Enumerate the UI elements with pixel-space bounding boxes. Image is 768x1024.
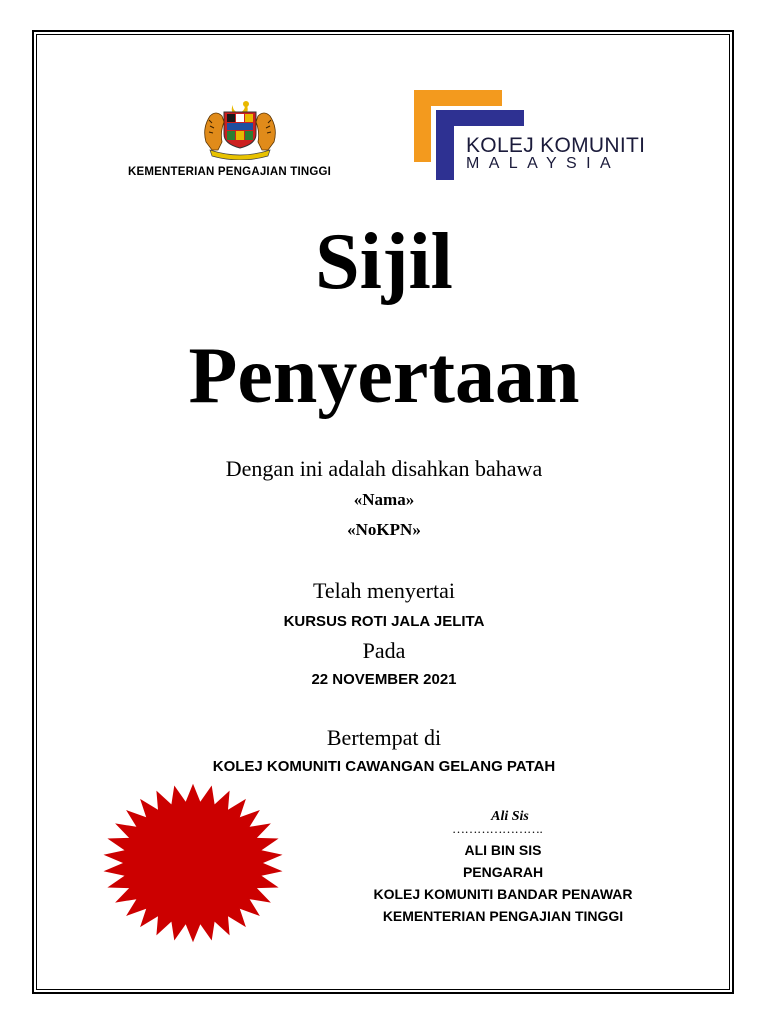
college-logo-line1: KOLEJ KOMUNITI — [466, 134, 646, 157]
on-text: Pada — [362, 638, 406, 663]
venue-name: KOLEJ KOMUNITI CAWANGAN GELANG PATAH — [212, 758, 556, 775]
certificate-title-line1: Sijil — [315, 218, 453, 306]
certificate-title-line2: Penyertaan — [188, 332, 580, 420]
event-date: 22 NOVEMBER 2021 — [311, 671, 457, 688]
college-logo-line2: MALAYSIA — [466, 155, 621, 172]
signatory-name: ALI BIN SIS — [464, 842, 542, 858]
course-name: KURSUS ROTI JALA JELITA — [283, 613, 485, 630]
ministry-label: KEMENTERIAN PENGAJIAN TINGGI — [128, 166, 332, 178]
name-field: «Nama» — [353, 490, 415, 509]
signatory-ministry: KEMENTERIAN PENGAJIAN TINGGI — [382, 908, 624, 924]
red-starburst-seal-icon — [100, 780, 286, 946]
ic-number-field: «NoKPN» — [347, 520, 421, 539]
certify-text: Dengan ini adalah disahkan bahawa — [225, 456, 543, 481]
malaysia-coat-of-arms-icon — [200, 96, 280, 160]
venue-text: Bertempat di — [326, 725, 442, 750]
signatory-institution: KOLEJ KOMUNITI BANDAR PENAWAR — [373, 886, 633, 902]
signature-name: Ali Sis — [491, 809, 529, 824]
attended-text: Telah menyertai — [312, 578, 455, 603]
signatory-position: PENGARAH — [462, 864, 544, 880]
signature-line: …………………. — [452, 821, 543, 836]
